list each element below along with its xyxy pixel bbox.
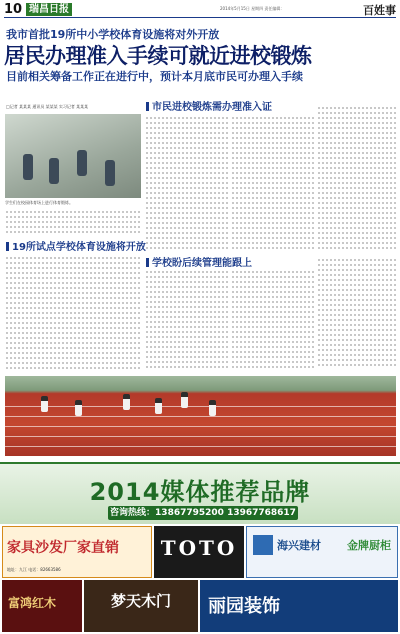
running-track-photo (5, 376, 396, 456)
banner-title: 2014媒体推荐品牌 (89, 478, 311, 506)
school-photo-caption: 学生们在校园体育场上进行体育锻炼。 (5, 200, 73, 205)
haixing-ad[interactable] (246, 526, 398, 578)
date-line: 2014年5月15日 星期四 责任编辑： (220, 6, 285, 11)
liyuan-ad[interactable] (200, 580, 398, 632)
haixing-logo-icon (253, 535, 273, 555)
liyuan-ad-name: 丽园装饰 (208, 596, 280, 617)
banner-phone: 咨询热线：13867795200 13967768617 (108, 506, 298, 520)
section-title-1: 19所试点学校体育设施将开放 (6, 238, 146, 253)
column-3-text (232, 114, 314, 252)
column-1b-text (6, 254, 142, 372)
section-title-2: 市民进校锻炼需办理准入证 (146, 98, 272, 113)
column-6-text (232, 268, 314, 372)
kitchen-brand-name: 金牌厨柜 (347, 539, 391, 552)
sofa-ad[interactable] (2, 526, 152, 578)
column-7-text (318, 256, 396, 372)
sofa-ad-address: 地址：九江 电话：82663586 (7, 567, 61, 572)
masthead (4, 2, 396, 18)
byline: □记者 某某某 通讯员 某某某 实习记者 某某某 (6, 104, 89, 109)
story-kicker: 我市首批19所中小学校体育设施将对外开放 (6, 28, 220, 41)
fuhong-ad[interactable] (2, 580, 82, 632)
paper-name: 瑞昌日报 (26, 3, 72, 16)
media-brand-banner[interactable] (0, 462, 400, 524)
sofa-ad-name: 家具沙发厂家直销 (7, 540, 119, 556)
column-2-text (146, 114, 228, 252)
column-5-text (146, 268, 228, 372)
mengtian-ad[interactable] (84, 580, 198, 632)
section-title-3: 学校盼后续管理能跟上 (146, 254, 252, 269)
section-name: 百姓事 (363, 4, 396, 17)
story-headline: 居民办理准入手续可就近进校锻炼 (4, 44, 312, 68)
fuhong-ad-name: 富鸿红木 (8, 596, 57, 610)
mengtian-ad-name: 梦天木门 (110, 592, 171, 610)
story-subhead: 目前相关筹备工作正在进行中，预计本月底市民可办理入手续 (6, 70, 303, 83)
haixing-ad-name: 海兴建材 (277, 539, 321, 552)
page-number: 10 (4, 2, 23, 17)
column-1-text (6, 208, 142, 236)
toto-ad[interactable] (154, 526, 244, 578)
school-photo (5, 114, 141, 198)
toto-logo: TOTO (160, 536, 238, 560)
column-4-text (318, 104, 396, 252)
